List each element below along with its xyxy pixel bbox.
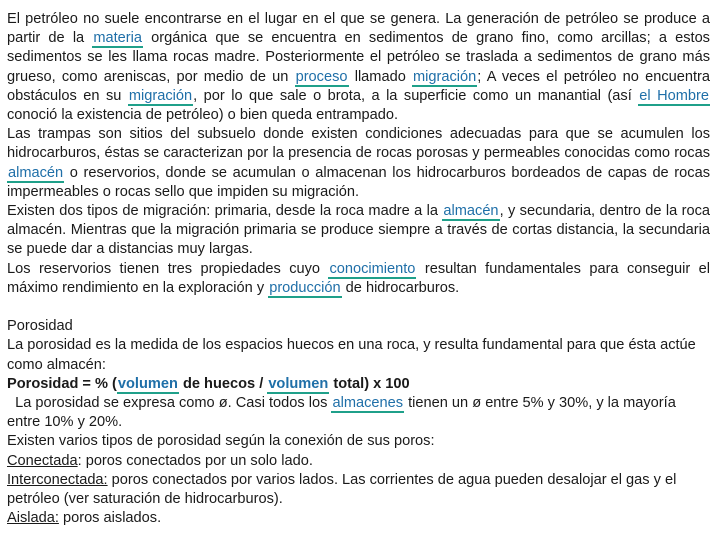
- text: llamado: [348, 68, 413, 85]
- link-conocimiento[interactable]: conocimiento: [329, 260, 416, 277]
- text: tienen un ø entre 5% y 30%, y la mayoría entre 10% y 20%.: [7, 395, 680, 431]
- spacer: [7, 298, 710, 317]
- term-conectada: Conectada: [7, 452, 78, 469]
- text: ; A veces el petróleo no encuentra obstáculos en su: [7, 68, 711, 104]
- link-el-hombre[interactable]: el Hombre: [639, 87, 709, 104]
- document-page: [7, 10, 710, 528]
- link-volumen[interactable]: volumen: [268, 375, 329, 392]
- link-almacen[interactable]: almacén: [8, 164, 64, 181]
- paragraph-traps: [7, 125, 710, 202]
- text: : poros conectados por un solo lado.: [77, 452, 313, 469]
- text: conoció la existencia de petróleo) o bien queda entrampado.: [7, 107, 399, 124]
- text: El petróleo no suele encontrarse en el lugar en el que se genera. La generación de petróleo se produce a partir de la: [7, 11, 710, 47]
- text: poros conectados por varios lados. Las corrientes de agua pueden desalojar el gas y el petróleo (ver saturación de hidrocarburos).: [7, 471, 677, 508]
- text: de hidrocarburos.: [341, 279, 460, 296]
- text: Porosidad = % (: [7, 375, 117, 392]
- section-heading: Porosidad: [7, 318, 73, 335]
- link-migracion[interactable]: migración: [413, 68, 477, 85]
- text: o reservorios, donde se acumulan o almacenan los hidrocarburos bordeados de capas de rocas impermeables o rocas sello que impiden su migración.: [7, 164, 710, 200]
- link-migracion[interactable]: migración: [128, 87, 193, 104]
- text: Existen dos tipos de migración: primaria, desde la roca madre a la: [7, 203, 443, 220]
- link-proceso[interactable]: proceso: [295, 68, 348, 85]
- porosity-type-connected: [7, 452, 710, 471]
- porosity-section: [7, 317, 710, 528]
- link-almacenes[interactable]: almacenes: [332, 395, 404, 412]
- text: Los reservorios tienen tres propiedades cuyo: [7, 260, 329, 277]
- intro-section: [7, 10, 710, 298]
- porosity-type-interconnected: [7, 471, 710, 509]
- porosity-formula: [7, 375, 710, 394]
- text: orgánica que se encuentra en sedimentos de grano fino, como arcillas; a estos sedimentos se les llama rocas madre. Posteriormente el petróleo se traslada a sedimentos de grano más grueso, como areniscas, por medio de un: [7, 30, 710, 85]
- text: poros aislados.: [58, 510, 162, 527]
- text: , y secundaria, dentro de la roca almacén. Mientras que la migración primaria se produce siempre a través de cortas distancia, la secundaria se puede dar a distancias muy largas.: [7, 203, 710, 258]
- term-interconectada: Interconectada:: [7, 471, 108, 488]
- text: , por lo que sale o brota, a la superficie como un manantial (así: [193, 87, 639, 104]
- porosity-type-isolated: [7, 509, 710, 528]
- link-volumen[interactable]: volumen: [117, 375, 178, 392]
- link-almacen[interactable]: almacén: [443, 203, 499, 220]
- paragraph-reservoirs: [7, 260, 710, 298]
- porosity-definition: La porosidad es la medida de los espacios huecos en una roca, y resulta fundamental para que ésta actúe como almacén:: [7, 337, 696, 373]
- paragraph-origin: [7, 10, 710, 125]
- porosity-types-intro: Existen varios tipos de porosidad según la conexión de sus poros:: [7, 433, 435, 450]
- text: de huecos /: [178, 375, 268, 392]
- porosity-expression: [7, 394, 710, 432]
- text: resultan fundamentales para conseguir el máximo rendimiento en la exploración y: [7, 260, 711, 296]
- paragraph-migration-types: [7, 202, 710, 260]
- text: total) x 100: [329, 375, 410, 392]
- link-materia[interactable]: materia: [93, 30, 143, 47]
- text: Las trampas son sitios del subsuelo donde existen condiciones adecuadas para que se acumulen los hidrocarburos, éstas se caracterizan por la presencia de rocas porosas y permeables conocidas como rocas: [7, 126, 710, 162]
- term-aislada: Aislada:: [7, 510, 59, 527]
- link-produccion[interactable]: producción: [269, 279, 341, 296]
- text: La porosidad se expresa como ø. Casi todos los: [7, 395, 332, 412]
